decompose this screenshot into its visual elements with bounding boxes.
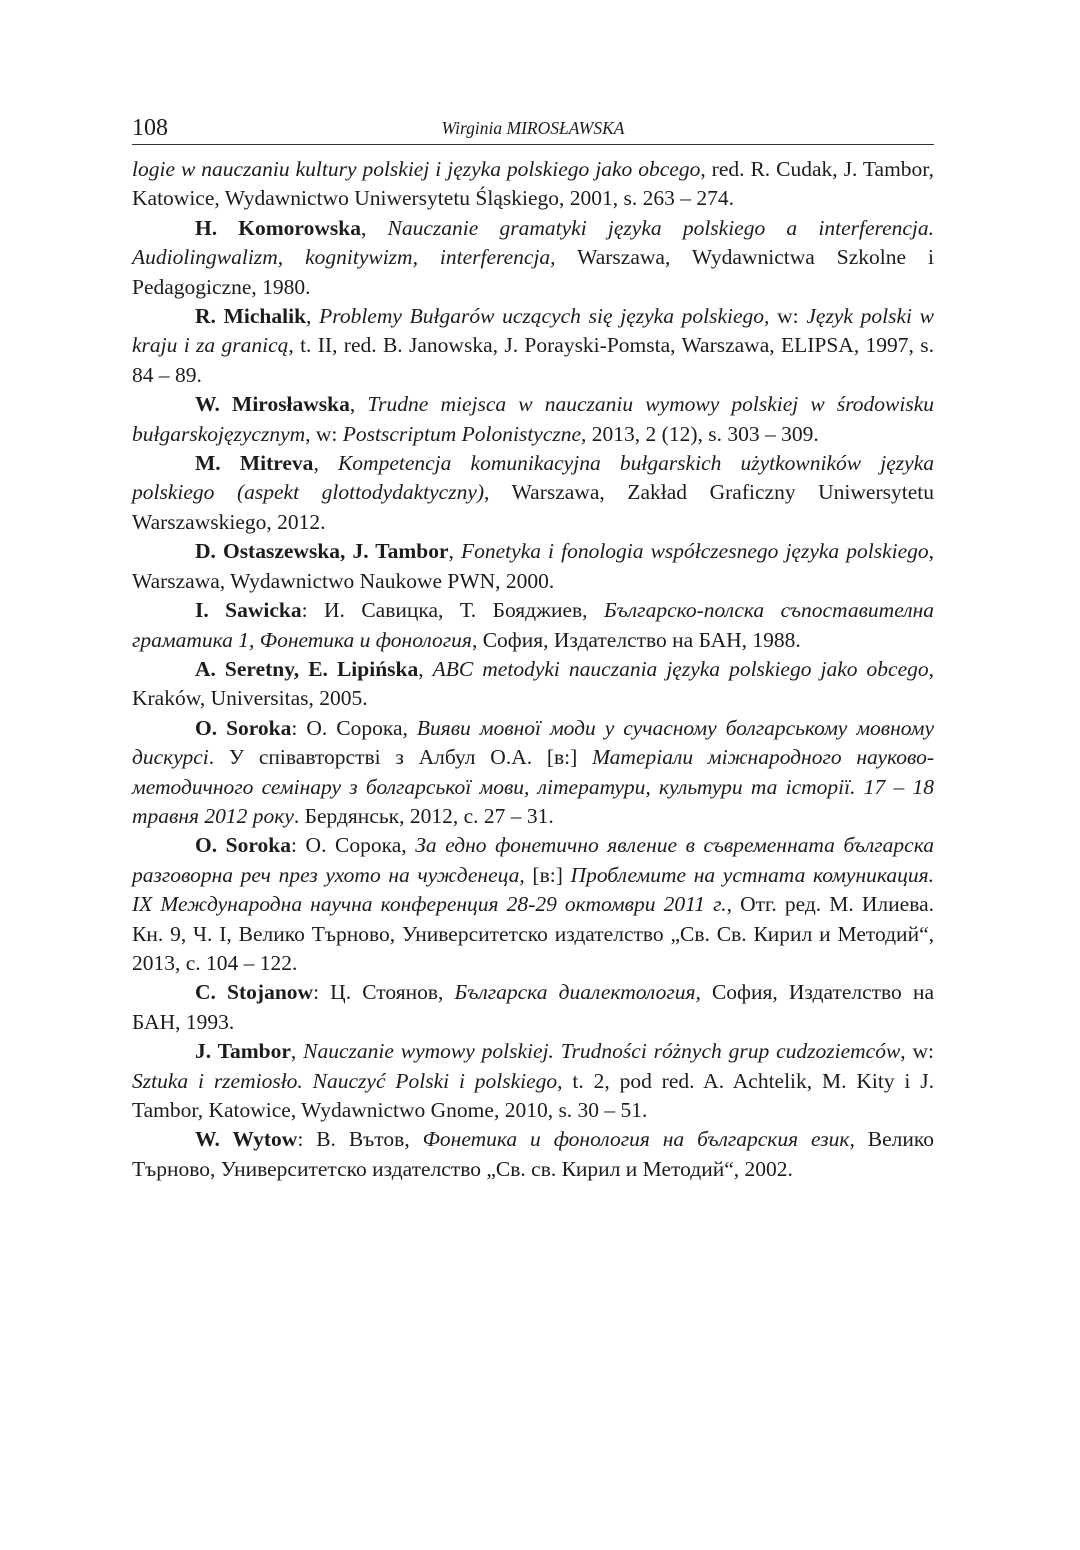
bibliography-entry: W. Wytow: В. Вътов, Фонетика и фонология на българския език, Велико Търново, Университетско издателство „Св. св. Кирил и Методий“, 2002. (132, 1127, 934, 1181)
entry-author: A. Seretny, E. Lipińska (195, 656, 419, 681)
bibliography-entry: I. Sawicka: И. Савицка, Т. Бояджиев, Българско-полска съпоставителна граматика 1, Фонетика и фонология, София, Издателство на БАН, 1988. (132, 598, 935, 652)
entry-author: D. Ostaszewska, J. Tambor (195, 539, 449, 564)
bibliography-entry: A. Seretny, E. Lipińska, ABC metodyki nauczania języka polskiego jako obcego, Kraków, Universitas, 2005. (132, 656, 934, 711)
bibliography-entry: R. Michalik, Problemy Bułgarów uczących się języka polskiego, w: Język polski w kraju i za granicą, t. II, red. B. Janowska, J. Porayski-Pomsta, Warszawa, ELIPSA, 1997, s. 84 – 89. (132, 304, 935, 387)
bibliography-entry: D. Ostaszewska, J. Tambor, Fonetyka i fonologia współczesnego języka polskiego, Warszawa, Wydawnictwo Naukowe PWN, 2000. (132, 539, 935, 593)
entry-author: H. Komorowska (195, 215, 361, 240)
bibliography-entry: M. Mitreva, Kompetencja komunikacyjna bułgarskich użytkowników języka polskiego (aspekt glottodydaktyczny), Warszawa, Zakład Graficzny Uniwersytetu Warszawskiego, 2012. (132, 451, 934, 534)
entry-author: O. Soroka (195, 715, 292, 740)
bibliography-entry: H. Komorowska, Nauczanie gramatyki języka polskiego a interferencja. Audiolingwalizm, kognitywizm, interferencja, Warszawa, Wydawnictwa Szkolne i Pedagogiczne, 1980. (132, 215, 935, 299)
entry-author: O. Soroka (195, 833, 291, 858)
bibliography-list (132, 155, 934, 1184)
page-header (132, 110, 934, 145)
entry-author: W. Mirosławska (195, 392, 350, 417)
running-head: Wirginia MIROSŁAWSKA (441, 118, 625, 138)
bibliography-entry: W. Mirosławska, Trudne miejsca w nauczaniu wymowy polskiej w środowisku bułgarskojęzycznym, w: Postscriptum Polonistyczne, 2013, 2 (12), s. 303 – 309. (132, 392, 934, 446)
entry-author: I. Sawicka (195, 598, 302, 623)
entry-author: M. Mitreva (195, 451, 314, 476)
entry-author: R. Michalik (195, 304, 307, 329)
entry-author: J. Tambor (195, 1039, 291, 1064)
bibliography-entry: O. Soroka: О. Сорока, Вияви мовної моди у сучасному болгарському мовному дискурсі. У співавторстві з Албул О.А. [в:] Матеріали міжнародного науково-методичного семінару з болгарської мови, літератури, культури та історії. 17 – 18 травня 2012 року. Бердянськ, 2012, с. 27 – 31. (132, 715, 934, 828)
bibliography-entry: J. Tambor, Nauczanie wymowy polskiej. Trudności różnych grup cudzoziemców, w: Sztuka i rzemiosło. Nauczyć Polski i polskiego, t. 2, pod red. A. Achtelik, M. Kity i J. Tambor, Katowice, Wydawnictwo Gnome, 2010, s. 30 – 51. (132, 1039, 935, 1122)
page-number: 108 (132, 115, 168, 141)
entry-author: W. Wytow (195, 1127, 298, 1152)
bibliography-entry: logie w nauczaniu kultury polskiej i języka polskiego jako obcego, red. R. Cudak, J. Tambor, Katowice, Wydawnictwo Uniwersytetu Śląskiego, 2001, s. 263 – 274. (132, 157, 934, 211)
bibliography-entry: C. Stojanow: Ц. Стоянов, Българска диалектология, София, Издателство на БАН, 1993. (132, 980, 934, 1034)
bibliography-entry: O. Soroka: О. Сорока, За едно фонетично явление в съвременната българска разговорна реч през ухото на чужденеца, [в:] Проблемите на устната комуникация. IX Международна научна конференция 28-29 октомври 2011 г., Отг. ред. М. Илиева. Кн. 9, Ч. I, Велико Търново, Университетско издателство „Св. Св. Кирил и Методий“, 2013, с. 104 – 122. (132, 833, 935, 975)
entry-author: C. Stojanow (195, 980, 314, 1005)
